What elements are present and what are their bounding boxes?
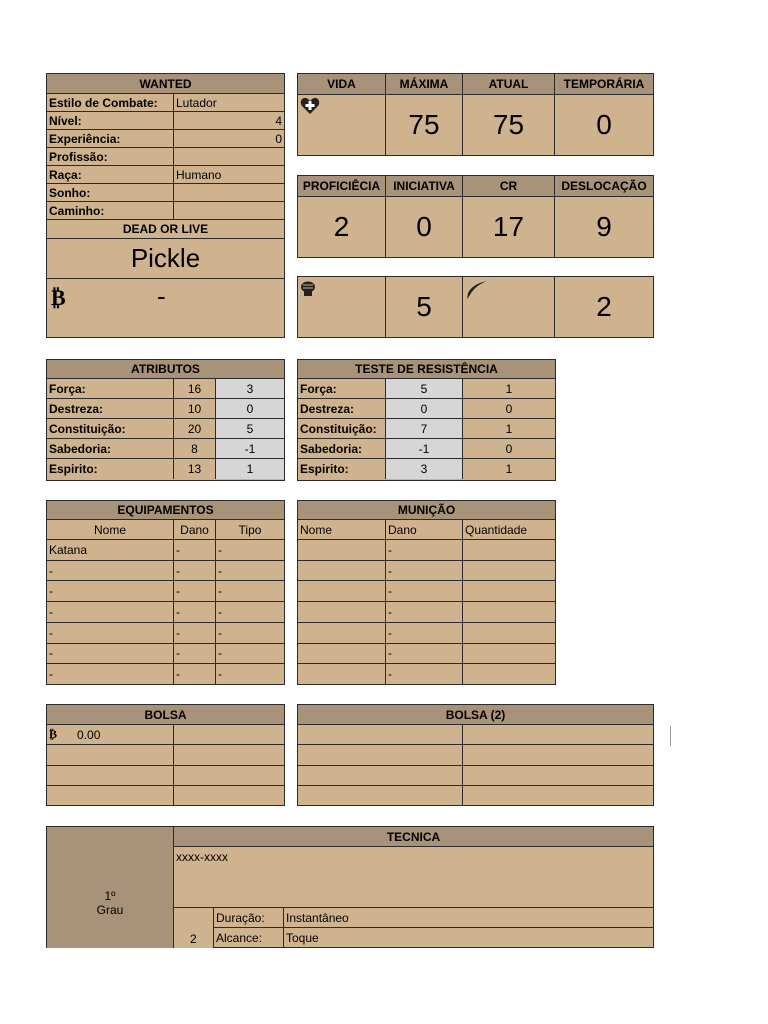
character-name-row xyxy=(47,239,284,279)
resistencia-prof[interactable]: 1 xyxy=(505,421,513,436)
field-label: Nível: xyxy=(47,112,174,129)
field-label: Raça: xyxy=(47,166,174,183)
equip-dano[interactable]: - xyxy=(174,644,216,664)
resistencia-row xyxy=(298,459,555,479)
maxima-header: MÁXIMA xyxy=(386,74,463,94)
tecnica-description[interactable] xyxy=(173,846,654,908)
resistencia-value: 0 xyxy=(386,399,463,418)
field-label: Caminho: xyxy=(47,202,174,219)
resistencia-panel xyxy=(297,359,556,481)
atributo-label: Constituição: xyxy=(47,419,174,438)
tecnica-panel xyxy=(46,826,654,948)
bolsa-cell[interactable] xyxy=(47,745,174,764)
municao-nome[interactable] xyxy=(298,664,386,684)
field-value[interactable] xyxy=(174,148,284,165)
bolsa-row xyxy=(47,786,284,805)
atributo-mod: 5 xyxy=(216,419,284,438)
equip-nome[interactable]: - xyxy=(47,581,174,601)
bolsa2-row xyxy=(298,786,653,805)
atributo-label: Sabedoria: xyxy=(47,439,174,458)
atributo-row xyxy=(47,419,284,439)
column-header: Quantidade xyxy=(465,522,528,537)
table-row xyxy=(298,561,555,582)
sword-icon xyxy=(465,279,489,301)
resistencia-value: 5 xyxy=(386,379,463,398)
equip-nome[interactable]: - xyxy=(47,561,174,581)
bolsa-row xyxy=(47,725,284,745)
table-row xyxy=(298,602,555,623)
vida-header-row xyxy=(298,74,653,95)
table-row xyxy=(298,540,555,561)
deslocacao-header: DESLOCAÇÃO xyxy=(555,176,653,196)
atributo-mod: 1 xyxy=(216,459,284,479)
resistencia-label: Espirito: xyxy=(298,459,386,479)
equip-dano[interactable]: - xyxy=(174,664,216,684)
bolsa-header-row xyxy=(47,705,284,725)
field-value[interactable]: Lutador xyxy=(176,95,217,110)
iniciativa-header: INICIATIVA xyxy=(386,176,463,196)
municao-dano[interactable]: - xyxy=(386,581,463,601)
bolsa2-title: BOLSA (2) xyxy=(298,705,653,724)
municao-quantidade[interactable] xyxy=(463,540,555,560)
bolsa-title: BOLSA xyxy=(47,705,284,724)
vida-header: VIDA xyxy=(298,74,386,94)
table-row xyxy=(47,561,284,582)
resistencia-prof[interactable]: 0 xyxy=(505,441,513,456)
vida-values-row xyxy=(298,95,653,155)
resistencia-value: 3 xyxy=(386,459,463,479)
atual-header: ATUAL xyxy=(463,74,555,94)
proficiencia-header: PROFICIÊCIA xyxy=(298,176,386,196)
wanted-field-row xyxy=(47,166,284,184)
atributo-row xyxy=(47,379,284,399)
bolsa-panel xyxy=(46,704,285,806)
tecnica-grade xyxy=(46,826,174,948)
equipamentos-title: EQUIPAMENTOS xyxy=(47,501,284,519)
municao-dano[interactable]: - xyxy=(386,602,463,622)
resistencia-row xyxy=(298,379,555,399)
tecnica-code[interactable]: xxxx-xxxx xyxy=(176,850,228,864)
bolsa-cell[interactable] xyxy=(174,725,284,744)
duracao-value[interactable]: Instantâneo xyxy=(286,910,349,925)
bolsa2-row xyxy=(298,725,653,745)
tecnica-cost[interactable]: 2 xyxy=(190,932,197,946)
resistencia-title: TESTE DE RESISTÊNCIA xyxy=(298,360,555,378)
bolsa-cell[interactable] xyxy=(174,745,284,764)
extra-panel xyxy=(297,276,654,338)
municao-dano[interactable]: - xyxy=(386,561,463,581)
resistencia-row xyxy=(298,419,555,439)
berry-currency-icon: ₿ xyxy=(49,727,58,742)
field-label: Sonho: xyxy=(47,184,174,201)
equip-tipo[interactable]: - xyxy=(218,646,222,661)
equip-tipo[interactable]: - xyxy=(218,542,222,557)
municao-nome[interactable] xyxy=(298,581,386,601)
equip-dano[interactable]: - xyxy=(174,561,216,581)
municao-columns-row xyxy=(298,520,555,540)
cr-value[interactable]: 17 xyxy=(463,197,555,257)
duracao-row xyxy=(213,907,654,928)
table-row xyxy=(298,581,555,602)
municao-nome[interactable] xyxy=(298,561,386,581)
dead-or-live-row xyxy=(47,220,284,239)
equip-nome[interactable]: - xyxy=(47,664,174,684)
equip-nome[interactable]: Katana xyxy=(47,540,174,560)
resistencia-value: -1 xyxy=(386,439,463,458)
table-row xyxy=(47,581,284,602)
resistencia-header-row xyxy=(298,360,555,379)
grade-number: 1º xyxy=(104,889,116,903)
atributo-value[interactable]: 8 xyxy=(174,439,216,458)
table-row xyxy=(47,644,284,665)
extra-values-row xyxy=(298,277,653,337)
resistencia-label: Constituição: xyxy=(298,419,386,438)
municao-dano[interactable]: - xyxy=(386,664,463,684)
iniciativa-value[interactable]: 0 xyxy=(386,197,463,257)
municao-nome[interactable] xyxy=(298,602,386,622)
vida-panel xyxy=(297,73,654,156)
municao-quantidade[interactable] xyxy=(463,561,555,581)
field-value[interactable]: 0 xyxy=(275,131,282,146)
municao-quantidade[interactable] xyxy=(463,581,555,601)
bolsa-cell[interactable] xyxy=(174,786,284,805)
municao-panel xyxy=(297,500,556,685)
municao-quantidade[interactable] xyxy=(463,644,555,664)
bounty-row xyxy=(47,279,284,337)
alcance-row xyxy=(213,927,654,948)
table-row xyxy=(47,602,284,623)
atributo-mod: -1 xyxy=(216,439,284,458)
field-value[interactable] xyxy=(174,202,284,219)
equip-nome[interactable]: - xyxy=(47,644,174,664)
deslocacao-value[interactable]: 9 xyxy=(596,211,612,242)
vida-maxima-value[interactable]: 75 xyxy=(386,95,463,155)
bolsa-cell[interactable] xyxy=(47,766,174,785)
atributo-row xyxy=(47,439,284,459)
column-header: Tipo xyxy=(238,522,262,537)
bolsa2-cell[interactable] xyxy=(298,786,463,805)
bolsa-money[interactable]: 0.00 xyxy=(77,727,101,742)
bounty-value[interactable]: - xyxy=(157,281,166,311)
atributo-label: Destreza: xyxy=(47,399,174,418)
bolsa2-cell[interactable] xyxy=(463,766,653,785)
resistencia-value: 7 xyxy=(386,419,463,438)
sword-value[interactable]: 2 xyxy=(596,291,612,322)
municao-dano[interactable]: - xyxy=(386,623,463,643)
wanted-title: WANTED xyxy=(47,74,284,93)
equip-tipo[interactable]: - xyxy=(218,563,222,578)
fist-icon xyxy=(300,281,316,299)
atributo-mod: 0 xyxy=(216,399,284,418)
atributos-panel xyxy=(46,359,285,481)
municao-nome[interactable] xyxy=(298,623,386,643)
wanted-field-row xyxy=(47,112,284,130)
equip-tipo[interactable]: - xyxy=(218,667,222,682)
municao-nome[interactable] xyxy=(298,644,386,664)
atributo-value[interactable]: 10 xyxy=(174,399,216,418)
tecnica-cost-cell[interactable] xyxy=(173,907,214,948)
bolsa-row xyxy=(47,745,284,765)
stats-values-row xyxy=(298,197,653,257)
bolsa2-cell[interactable] xyxy=(298,725,463,744)
stats-panel xyxy=(297,175,654,258)
municao-nome[interactable] xyxy=(298,540,386,560)
equip-tipo[interactable]: - xyxy=(218,605,222,620)
fist-value[interactable]: 5 xyxy=(386,277,463,337)
wanted-field-row xyxy=(47,148,284,166)
tecnica-header xyxy=(173,826,654,847)
character-name[interactable]: Pickle xyxy=(130,243,201,273)
table-row xyxy=(298,664,555,684)
equip-nome[interactable]: - xyxy=(47,623,174,643)
stats-header-row xyxy=(298,176,653,197)
atributo-value[interactable]: 20 xyxy=(174,419,216,438)
wanted-field-row xyxy=(47,202,284,220)
municao-dano[interactable]: - xyxy=(386,540,463,560)
atributo-row xyxy=(47,459,284,479)
field-label: Profissão: xyxy=(47,148,174,165)
bolsa2-cell[interactable] xyxy=(298,766,463,785)
vida-temporaria-value[interactable]: 0 xyxy=(596,109,612,140)
atributo-mod: 3 xyxy=(216,379,284,398)
municao-quantidade[interactable] xyxy=(463,623,555,643)
column-header: Dano xyxy=(386,520,463,539)
text-cursor xyxy=(670,726,671,746)
atributos-title: ATRIBUTOS xyxy=(47,360,284,378)
municao-quantidade[interactable] xyxy=(463,602,555,622)
field-value[interactable] xyxy=(174,184,284,201)
municao-quantidade[interactable] xyxy=(463,664,555,684)
bolsa2-cell[interactable] xyxy=(463,725,653,744)
temporaria-header: TEMPORÁRIA xyxy=(555,74,653,94)
equip-tipo[interactable]: - xyxy=(218,625,222,640)
resistencia-row xyxy=(298,439,555,459)
tecnica-title: TECNICA xyxy=(386,829,441,844)
atributos-header-row xyxy=(47,360,284,379)
heart-plus-icon xyxy=(300,97,320,115)
equipamentos-panel xyxy=(46,500,285,685)
resistencia-row xyxy=(298,399,555,419)
table-row xyxy=(47,623,284,644)
equipamentos-columns-row xyxy=(47,520,284,540)
atributo-value[interactable]: 13 xyxy=(174,459,216,479)
field-label: Estilo de Combate: xyxy=(47,94,174,111)
bolsa-row xyxy=(47,766,284,786)
equip-tipo[interactable]: - xyxy=(218,584,222,599)
field-value[interactable]: 4 xyxy=(275,113,282,128)
resistencia-prof[interactable]: 1 xyxy=(505,381,513,396)
table-row xyxy=(47,664,284,684)
wanted-header xyxy=(47,74,284,94)
municao-dano[interactable]: - xyxy=(386,644,463,664)
dead-or-live-label: DEAD OR LIVE xyxy=(122,222,209,236)
bolsa2-panel xyxy=(297,704,654,806)
bolsa2-cell[interactable] xyxy=(298,745,463,764)
equipamentos-header-row xyxy=(47,501,284,520)
alcance-label: Alcance: xyxy=(214,928,284,947)
equip-nome[interactable]: - xyxy=(47,602,174,622)
atributo-label: Espirito: xyxy=(47,459,174,479)
bolsa-cell[interactable] xyxy=(174,766,284,785)
field-value[interactable]: Humano xyxy=(176,167,222,182)
proficiencia-value[interactable]: 2 xyxy=(298,197,386,257)
equip-dano[interactable]: - xyxy=(174,602,216,622)
wanted-field-row xyxy=(47,184,284,202)
table-row xyxy=(47,540,284,561)
bolsa-cell[interactable] xyxy=(47,786,174,805)
equip-dano[interactable]: - xyxy=(174,581,216,601)
atributo-row xyxy=(47,399,284,419)
resistencia-prof[interactable]: 0 xyxy=(505,401,513,416)
cr-header: CR xyxy=(463,176,555,196)
bolsa2-row xyxy=(298,745,653,765)
equip-dano[interactable]: - xyxy=(174,540,216,560)
column-header: Nome xyxy=(298,520,386,539)
field-label: Experiência: xyxy=(47,130,174,147)
bolsa2-header-row xyxy=(298,705,653,725)
alcance-value[interactable]: Toque xyxy=(286,930,319,945)
wanted-field-row xyxy=(47,130,284,148)
municao-title: MUNIÇÃO xyxy=(298,501,555,519)
table-row xyxy=(298,623,555,644)
resistencia-prof[interactable]: 1 xyxy=(505,462,513,476)
column-header: Nome xyxy=(47,520,174,539)
resistencia-label: Força: xyxy=(298,379,386,398)
resistencia-label: Sabedoria: xyxy=(298,439,386,458)
resistencia-label: Destreza: xyxy=(298,399,386,418)
berry-currency-icon: ₿ xyxy=(51,285,66,311)
wanted-panel xyxy=(46,73,285,338)
bolsa2-row xyxy=(298,766,653,786)
duracao-label: Duração: xyxy=(214,908,284,927)
bolsa2-cell[interactable] xyxy=(463,786,653,805)
municao-header-row xyxy=(298,501,555,520)
wanted-field-row xyxy=(47,94,284,112)
equip-dano[interactable]: - xyxy=(174,623,216,643)
vida-atual-value[interactable]: 75 xyxy=(463,95,555,155)
column-header: Dano xyxy=(174,520,216,539)
table-row xyxy=(298,644,555,665)
grade-label: Grau xyxy=(96,903,124,917)
bolsa2-cell[interactable] xyxy=(463,745,653,764)
atributo-label: Força: xyxy=(47,379,174,398)
atributo-value[interactable]: 16 xyxy=(174,379,216,398)
